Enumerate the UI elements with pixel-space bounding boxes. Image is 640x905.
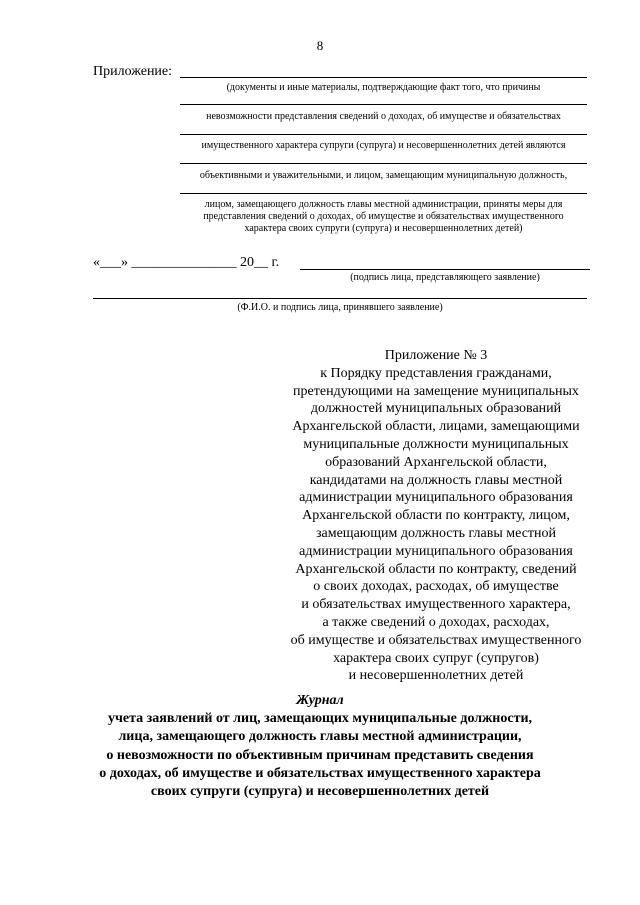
attachment-label: Приложение: [93, 64, 173, 79]
journal-subtitle-line: лица, замещающего должность главы местной администрации, [118, 729, 522, 745]
appendix-3-line: администрации муниципального образования [299, 490, 573, 506]
appendix-3-heading [280, 347, 592, 685]
receiver-signature-line [93, 298, 587, 299]
journal-heading [0, 692, 640, 801]
appendix-3-line: и обязательствах имущественного характера, [301, 597, 571, 613]
appendix-3-line: Приложение № 3 [384, 348, 488, 363]
attachment-note: (документы и иные материалы, подтверждающие факт того, что причины [226, 82, 541, 93]
appendix-3-line: кандидатами на должность главы местной [309, 472, 563, 488]
appendix-3-line: к Порядку представления гражданами, [320, 365, 552, 381]
appendix-3-line: муниципальные должности муниципальных [303, 436, 569, 452]
attachment-line [180, 163, 587, 164]
appendix-3-line: Архангельской области по контракту, сведений [295, 561, 577, 577]
appendix-3-line: замещающим должность главы местной [315, 525, 557, 541]
appendix-3-line: Архангельской области, лицами, замещающими [292, 419, 580, 435]
attachment-line [180, 193, 587, 194]
journal-subtitle-line: о невозможности по объективным причинам представить сведения [106, 747, 534, 763]
attachment-note: невозможности представления сведений о доходах, об имуществе и обязательствах [206, 111, 561, 122]
page-number: 8 [316, 38, 324, 53]
attachment-note: представления сведений о доходах, об имуществе и обязательствах имущественного [203, 211, 564, 222]
appendix-3-line: характера своих супруг (супругов) [333, 650, 539, 666]
attachment-note: объективными и уважительными, и лицом, замещающим муниципальную должность, [199, 170, 568, 181]
appendix-3-line: о своих доходах, расходах, об имуществе [313, 579, 559, 595]
attachment-line [180, 77, 587, 78]
receiver-signature-caption: (Ф.И.О. и подпись лица, принявшего заявление) [237, 302, 443, 313]
journal-subtitle-line: учета заявлений от лиц, замещающих муниципальные должности, [107, 711, 533, 727]
journal-subtitle-line: своих супруги (супруга) и несовершеннолетних детей [150, 784, 490, 800]
date-line: «___» _______________ 20__ г. [93, 255, 280, 270]
attachment-line [180, 104, 587, 105]
attachment-note: лицом, замещающего должность главы местной администрации, приняты меры для [204, 199, 563, 210]
journal-subtitle-line: о доходах, об имуществе и обязательствах имущественного характера [99, 765, 541, 781]
appendix-3-line: администрации муниципального образования [299, 543, 573, 559]
journal-title: Журнал [296, 693, 344, 708]
attachment-note: характера своих супруги (супруга) и несовершеннолетних детей) [244, 223, 523, 234]
appendix-3-line: а также сведений о доходах, расходах, [322, 614, 550, 630]
appendix-3-line: Архангельской области по контракту, лицом, [302, 508, 570, 524]
attachment-line [180, 134, 587, 135]
applicant-signature-line [300, 269, 590, 270]
attachment-note: имущественного характера супруги (супруга) и несовершеннолетних детей являются [201, 140, 566, 151]
appendix-3-line: об имуществе и обязательствах имущественного [290, 632, 582, 648]
appendix-3-line: претендующими на замещение муниципальных [293, 383, 579, 399]
appendix-3-line: должностей муниципальных образований [310, 401, 562, 417]
appendix-3-line: образований Архангельской области, [325, 454, 547, 470]
appendix-3-line: и несовершеннолетних детей [348, 668, 524, 684]
applicant-signature-caption: (подпись лица, представляющего заявление) [350, 272, 540, 283]
